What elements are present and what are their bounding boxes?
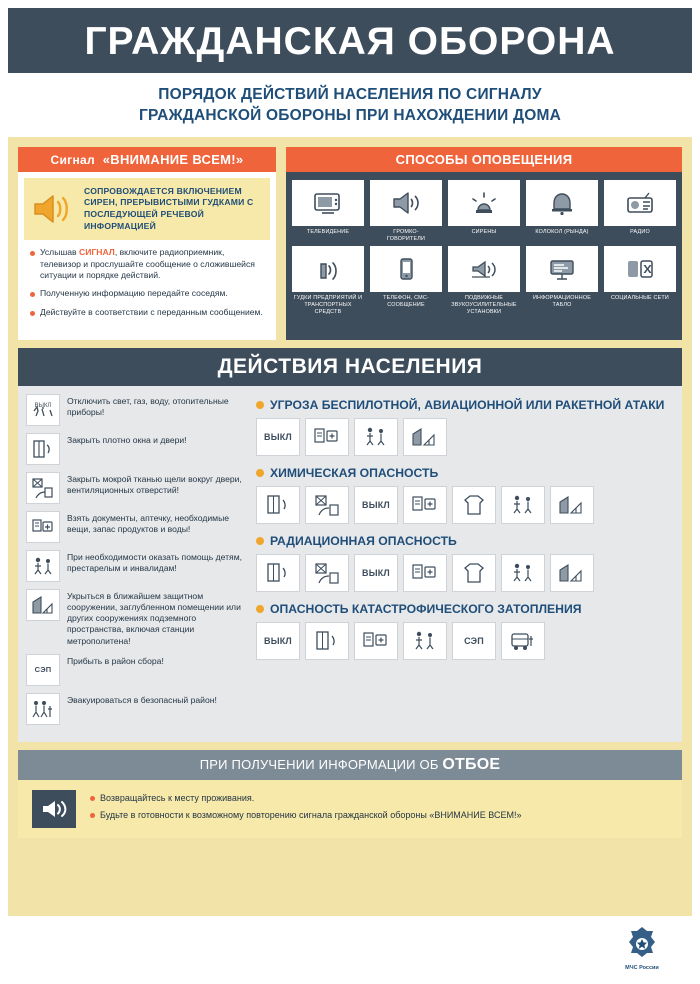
list-item [26, 394, 248, 426]
method-item [604, 180, 676, 243]
section-title-flooding-danger [256, 602, 674, 616]
actions-right-column [256, 394, 674, 732]
signal-title-main: «ВНИМАНИЕ ВСЕМ!» [102, 151, 244, 167]
method-item [526, 180, 598, 243]
action-text: Прибыть в район сбора! [67, 655, 164, 666]
list-item [26, 511, 248, 543]
otboy-title [18, 750, 682, 780]
method-label: ПОДВИЖНЫЕ ЗВУКОУСИЛИТЕЛЬНЫЕ УСТАНОВКИ [451, 295, 517, 315]
action-text: Закрыть плотно окна и двери! [67, 434, 187, 445]
tv-icon [292, 180, 364, 226]
otboy-items [88, 792, 521, 826]
list-item: Полученную информацию передайте соседям. [28, 288, 266, 299]
section-title-drone-threat [256, 398, 674, 412]
shelter-icon [550, 554, 594, 592]
evacuation-bus-icon [501, 622, 545, 660]
power-off-icon: ВЫКЛ [256, 418, 300, 456]
power-off-icon: ВЫКЛ [256, 622, 300, 660]
method-item [292, 246, 364, 315]
evacuation-icon [26, 693, 60, 725]
action-text: Эвакуироваться в безопасный район! [67, 694, 217, 705]
close-window-icon [305, 622, 349, 660]
help-people-icon [501, 554, 545, 592]
method-item [370, 180, 442, 243]
documents-kit-icon [354, 622, 398, 660]
poster-subtitle [8, 73, 692, 137]
action-text: При необходимости оказать помощь детям, престарелым и инвалидам! [67, 551, 242, 574]
section-tiles [256, 418, 674, 456]
signal-items [24, 240, 270, 318]
loudspeaker-icon [32, 790, 76, 828]
power-off-icon: ВЫКЛ [354, 486, 398, 524]
poster-body [8, 137, 692, 916]
method-label: ТЕЛЕФОН, СМС-СООБЩЕНИЕ [383, 295, 429, 309]
method-item [604, 246, 676, 315]
list-item [26, 654, 248, 686]
mchs-emblem [622, 924, 662, 971]
section-label: ОПАСНОСТЬ КАТАСТРОФИЧЕСКОГО ЗАТОПЛЕНИЯ [270, 601, 582, 616]
action-text: Взять документы, аптечку, необходимые вещи, запас продуктов и воды! [67, 512, 230, 535]
bullet-dot-icon [256, 469, 264, 477]
radio-icon [604, 180, 676, 226]
poster-header [8, 8, 692, 73]
help-people-icon [403, 622, 447, 660]
method-item [370, 246, 442, 315]
subtitle-line-2: ГРАЖДАНСКОЙ ОБОРОНЫ ПРИ НАХОЖДЕНИИ ДОМА [139, 106, 561, 124]
list-item [26, 589, 248, 647]
power-off-icon [26, 394, 60, 426]
section-label: УГРОЗА БЕСПИЛОТНОЙ, АВИАЦИОННОЙ ИЛИ РАКЕТНОЙ АТАКИ [270, 397, 665, 412]
subtitle-line-1: ПОРЯДОК ДЕЙСТВИЙ НАСЕЛЕНИЯ ПО СИГНАЛУ [158, 86, 542, 103]
protect-clothing-icon [452, 486, 496, 524]
documents-kit-icon [403, 486, 447, 524]
action-text: Закрыть мокрой тканью щели вокруг двери, вентиляционных отверстий! [67, 473, 242, 496]
top-row [18, 147, 682, 340]
bullet-dot-icon [256, 537, 264, 545]
svg-text:ВЫКЛ: ВЫКЛ [34, 402, 52, 409]
mchs-logo-icon [622, 924, 662, 964]
section-tiles [256, 622, 674, 660]
section-title-chemical-danger [256, 466, 674, 480]
list-item [26, 693, 248, 725]
otboy-panel [18, 750, 682, 838]
action-text: Отключить свет, газ, воду, отопительные приборы! [67, 395, 229, 418]
mobile-phone-icon [370, 246, 442, 292]
power-off-icon: ВЫКЛ [354, 554, 398, 592]
otboy-title-prefix: ПРИ ПОЛУЧЕНИИ ИНФОРМАЦИИ ОБ [199, 756, 439, 772]
method-label: СОЦИАЛЬНЫЕ СЕТИ [610, 295, 670, 302]
method-label: КОЛОКОЛ (РЫНДА) [535, 228, 589, 235]
signal-panel-body [18, 172, 276, 340]
close-window-icon [26, 433, 60, 465]
otboy-body [18, 780, 682, 838]
shelter-icon [26, 589, 60, 621]
info-board-icon [526, 246, 598, 292]
poster-footer [8, 916, 692, 978]
social-networks-icon [604, 246, 676, 292]
list-item: Возвращайтесь к месту проживания. [88, 792, 521, 804]
factory-horn-icon [292, 246, 364, 292]
section-label: ХИМИЧЕСКАЯ ОПАСНОСТЬ [270, 465, 439, 480]
actions-panel [18, 348, 682, 742]
actions-body [18, 386, 682, 742]
action-text: Укрыться в ближайшем защитном сооружении, заглубленном помещении или других сооружениях подземного пространства, включая станции метрополитена! [67, 590, 241, 646]
close-window-icon [256, 554, 300, 592]
method-label: ГУДКИ ПРЕДПРИЯТИЙ И ТРАНСПОРТНЫХ СРЕДСТВ [293, 295, 363, 315]
method-item [448, 246, 520, 315]
otboy-title-bold: ОТБОЕ [442, 755, 501, 773]
page-title: ГРАЖДАНСКАЯ ОБОРОНА [84, 20, 616, 63]
list-item [26, 550, 248, 582]
signal-highlight-text: СОПРОВОЖДАЕТСЯ ВКЛЮЧЕНИЕМ СИРЕН, ПРЕРЫВИСТЫМИ ГУДКАМИ С ПОСЛЕДУЮЩЕЙ РЕЧЕВОЙ ИНФОРМАЦИЕЙ [84, 185, 254, 231]
bullet-dot-icon [256, 605, 264, 613]
seal-gaps-icon [305, 554, 349, 592]
documents-kit-icon [305, 418, 349, 456]
emblem-label: МЧС России [625, 964, 659, 971]
actions-left-column [26, 394, 248, 732]
loudspeaker-icon [370, 180, 442, 226]
section-tiles [256, 486, 674, 524]
signal-bold-word: СИГНАЛ [79, 247, 115, 258]
methods-panel-title: СПОСОБЫ ОПОВЕЩЕНИЯ [286, 147, 682, 172]
method-label: СИРЕНЫ [471, 228, 497, 235]
methods-panel [286, 147, 682, 340]
bullet-dot-icon [256, 401, 264, 409]
method-label: РАДИО [630, 228, 650, 235]
section-tiles [256, 554, 674, 592]
mobile-loudspeaker-icon [448, 246, 520, 292]
signal-panel [18, 147, 276, 340]
shelter-icon [550, 486, 594, 524]
seal-gaps-icon [26, 472, 60, 504]
signal-highlight [24, 178, 270, 240]
close-window-icon [256, 486, 300, 524]
sep-icon: СЭП [26, 654, 60, 686]
list-item: Услышав СИГНАЛ, включите радиоприемник, телевизор и прослушайте сообщение о сложившейся ситуации и порядке действий. [28, 247, 266, 281]
method-item [526, 246, 598, 315]
list-item [26, 433, 248, 465]
documents-kit-icon [403, 554, 447, 592]
shelter-icon [403, 418, 447, 456]
list-item: Будьте в готовности к возможному повторению сигнала гражданской обороны «ВНИМАНИЕ ВСЕМ!» [88, 809, 521, 821]
loudspeaker-icon [30, 190, 76, 228]
method-label: ГРОМКО- ГОВОРИТЕЛИ [386, 228, 426, 242]
actions-title: ДЕЙСТВИЯ НАСЕЛЕНИЯ [18, 348, 682, 386]
methods-panel-body [286, 172, 682, 340]
bell-icon [526, 180, 598, 226]
signal-title-prefix: Сигнал [50, 152, 95, 167]
sep-icon: СЭП [452, 622, 496, 660]
method-label: ТЕЛЕВИДЕНИЕ [306, 228, 350, 235]
section-label: РАДИАЦИОННАЯ ОПАСНОСТЬ [270, 533, 457, 548]
help-people-icon [501, 486, 545, 524]
documents-kit-icon [26, 511, 60, 543]
method-item [292, 180, 364, 243]
help-people-icon [354, 418, 398, 456]
list-item: Действуйте в соответствии с переданным сообщением. [28, 307, 266, 318]
siren-icon [448, 180, 520, 226]
method-item [448, 180, 520, 243]
signal-panel-title [18, 147, 276, 172]
methods-grid [292, 180, 676, 316]
help-people-icon [26, 550, 60, 582]
section-title-radiation-danger [256, 534, 674, 548]
method-label: ИНФОРМАЦИОННОЕ ТАБЛО [532, 295, 592, 309]
protect-clothing-icon [452, 554, 496, 592]
seal-gaps-icon [305, 486, 349, 524]
list-item [26, 472, 248, 504]
